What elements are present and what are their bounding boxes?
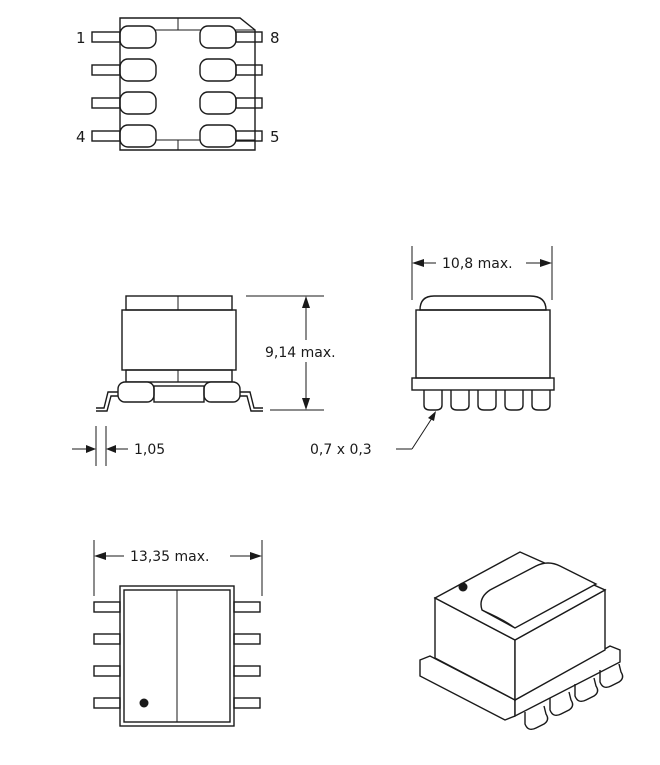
isometric-view: [420, 552, 623, 729]
bottom-view: [94, 540, 262, 726]
side-view: [72, 296, 350, 466]
pin-label-1: 1: [76, 29, 86, 47]
top-view-pinout: [76, 18, 280, 150]
pin-label-8: 8: [270, 29, 280, 47]
height-dimension-label: 9,14 max.: [265, 345, 336, 361]
isometric-pin-1-marker-dot: [459, 583, 468, 592]
lead-size-dimension-label: 0,7 x 0,3: [310, 442, 372, 458]
width-dimension-label: 10,8 max.: [442, 256, 513, 272]
lead-pitch-dimension-label: 1,05: [134, 442, 166, 458]
pin-1-marker-dot: [140, 699, 149, 708]
pin-label-5: 5: [270, 128, 280, 146]
pin-label-4: 4: [76, 128, 86, 146]
length-dimension-label: 13,35 max.: [130, 549, 210, 565]
